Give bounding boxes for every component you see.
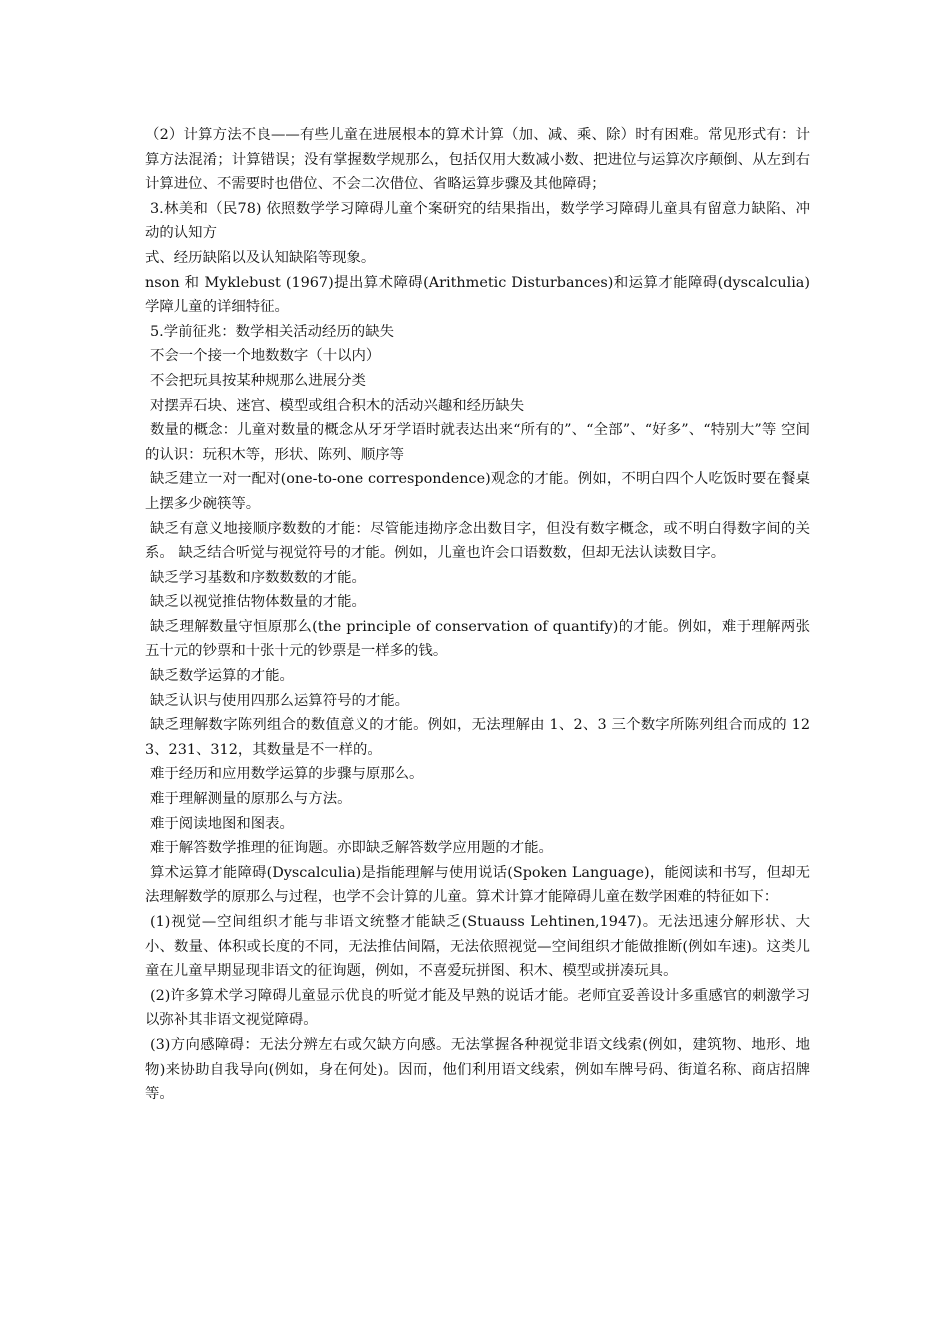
list-item: 缺乏理解数字陈列组合的数值意义的才能。例如，无法理解由 1、2、3 三个数字所陈列组合而成的 123、231、312，其数量是不一样的。 xyxy=(145,717,810,758)
list-item: 缺乏以视觉推估物体数量的才能。 xyxy=(150,594,366,611)
paragraph-visual-spatial: (1)视觉—空间组织才能与非语文统整才能缺乏(Stuauss Lehtinen,1947)。无法迅速分解形状、大小、数量、体积或长度的不同，无法推估间隔，无法依照视觉—空间组织才能做推断(例如车速)。这类儿童在儿童早期显现非语文的征询题，例如，不喜爱玩拼图、积木、模型或拼凑玩具。 xyxy=(145,914,810,980)
list-item: 不会把玩具按某种规那么进展分类 xyxy=(150,372,366,389)
paragraph-auditory-ability: (2)许多算术学习障碍儿童显示优良的听觉才能及早熟的说话才能。老师宜妥善设计多重感官的刺激学习以弥补其非语文视觉障碍。 xyxy=(145,987,810,1029)
paragraph-myklebust: nson 和 Myklebust (1967)提出算术障碍(Arithmetic Disturbances)和运算才能障碍(dyscalculia)学障儿童的详细特征。 xyxy=(145,274,810,316)
list-item: 难于解答数学推理的征询题。亦即缺乏解答数学应用题的才能。 xyxy=(150,840,553,857)
list-item: 难于经历和应用数学运算的步骤与原那么。 xyxy=(150,766,424,783)
list-item: 数量的概念：儿童对数量的概念从牙牙学语时就表达出来“所有的”、“全部”、“好多”、“特别大”等 空间的认识：玩积木等，形状、陈列、顺序等 xyxy=(145,422,810,463)
list-item: 难于理解测量的原那么与方法。 xyxy=(150,791,352,808)
list-item: 缺乏学习基数和序数数数的才能。 xyxy=(150,569,366,586)
list-item: 对摆弄石块、迷宫、模型或组合积木的活动兴趣和经历缺失 xyxy=(150,397,525,414)
list-item: 缺乏有意义地接顺序数数的才能：尽管能违拗序念出数目字，但没有数字概念，或不明白得数字间的关系。 缺乏结合听觉与视觉符号的才能。例如，儿童也许会口语数数，但却无法认读数目字。 xyxy=(145,520,810,562)
list-item: 缺乏数学运算的才能。 xyxy=(150,668,294,685)
paragraph-dyscalculia: 算术运算才能障碍(Dyscalculia)是指能理解与使用说话(Spoken Language)，能阅读和书写，但却无法理解数学的原那么与过程，也学不会计算的儿童。算术计算才能障碍儿童在数学困难的特征如下： xyxy=(145,864,810,906)
paragraph-preschool-signs: 5.学前征兆：数学相关活动经历的缺失 xyxy=(150,323,394,340)
paragraph-calculation-method: （2）计算方法不良——有些儿童在进展根本的算术计算（加、减、乘、除）时有困难。常见形式有：计算方法混淆；计算错误；没有掌握数学规那么，包括仅用大数减小数、把进位与运算次序颠倒、从左到右计算进位、不需要时也借位、不会二次借位、省略运算步骤及其他障碍； xyxy=(145,127,810,193)
paragraph-memory-deficits: 式、经历缺陷以及认知缺陷等现象。 xyxy=(145,249,376,266)
list-item: 缺乏建立一对一配对(one-to-one correspondence)观念的才能。例如，不明白四个人吃饭时要在餐桌上摆多少碗筷等。 xyxy=(145,471,810,512)
paragraph-direction-sense: (3)方向感障碍：无法分辨左右或欠缺方向感。无法掌握各种视觉非语文线索(例如，建筑物、地形、地物)来协助自我导向(例如，身在何处)。因而，他们利用语文线索，例如车牌号码、街道名称、商店招牌等。 xyxy=(145,1036,810,1103)
document-page xyxy=(145,123,810,1107)
list-item: 难于阅读地图和图表。 xyxy=(150,815,294,832)
list-item: 缺乏认识与使用四那么运算符号的才能。 xyxy=(150,692,410,709)
paragraph-lin-meihe: 3.林美和（民78) 依照数学学习障碍儿童个案研究的结果指出，数学学习障碍儿童具有留意力缺陷、冲动的认知方 xyxy=(145,200,810,242)
list-item: 缺乏理解数量守恒原那么(the principle of conservation of quantify)的才能。例如，难于理解两张五十元的钞票和十张十元的钞票是一样多的钱。 xyxy=(145,618,810,660)
list-item: 不会一个接一个地数数字（十以内） xyxy=(150,348,381,365)
